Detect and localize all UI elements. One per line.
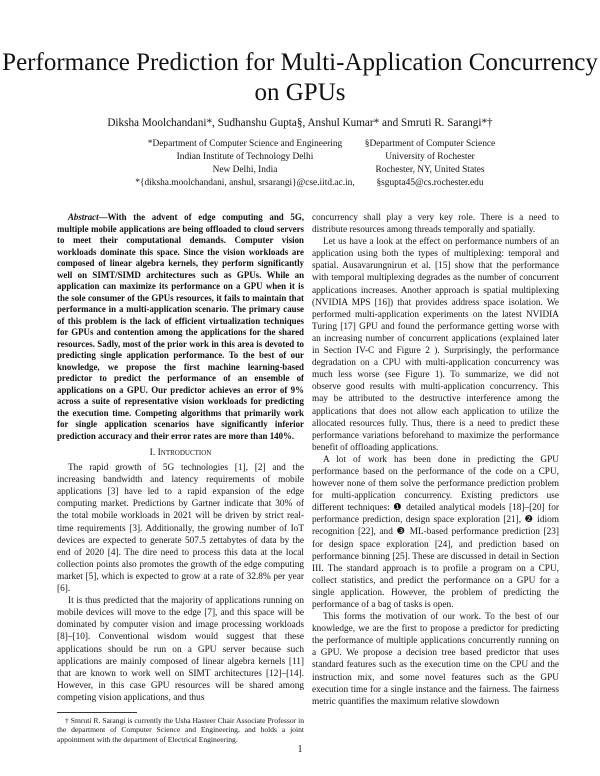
body-paragraph: A lot of work has been done in predicting the GPU performance based on the performance of the code on a CPU, however none of them solve the performance prediction problem for multi-application concurrency. Existing predictors use different techniques: ❶ detailed analytical models [18]–[20] for performance prediction, design space exploration [21], ❷ idiom recognition [22], and ❸ ML-based performance prediction [23] for design space exploration [24], and prediction based on performance binning [25]. These are discussed in detail in Section III. The standard approach is to profile a program on a CPU, collect statistics, and predict the performance on a GPU for a single application. However, the problem of predicting the performance of a bag of tasks is open. bbox=[312, 454, 559, 610]
intro-paragraph: The rapid growth of 5G technologies [1], [2] and the increasing bandwidth and latency requirements of mobile applications [3] have led to a rapid expansion of the edge computing market. Predictions by Gartner indicate that 30% of the total mobile workloads in 2021 will be driven by strict real-time requirements [3]. Additionally, the growing number of IoT devices are expected to generate 507.5 zettabytes of data by the end of 2020 [4]. The dire need to process this data at the local collection points also promotes the growth of the edge computing market [5], which is expected to grow at a rate of 32.8% per year [6]. bbox=[57, 463, 304, 595]
abstract bbox=[57, 212, 304, 442]
page-number: 1 bbox=[297, 744, 303, 755]
affiliation-right-line: §Department of Computer Science bbox=[364, 139, 496, 149]
body-paragraph: Let us have a look at the effect on performance numbers of an application using both the types of multiplexing: temporal and spatial. Ausavarungnirun et al. [15] show that the performance with temporal multiplexing degrades as the number of concurrent applications increases. Another approach is spatial multiplexing (NVIDIA MPS [16]) that provides address space isolation. We performed multi-application experiments on the latest NVIDIA Turing [17] GPU and found the performance getting worse with an increasing number of concurrent applications (explained later in Section IV-C and Figure 2 ). Surprisingly, the performance degradation on a CPU with multi-application concurrency was much less worse (see Figure 1). To summarize, we did not observe good results with multi-application concurrency. This may be attributed to the destructive interference among the applications that does not allow each application to utilize the allocated resources fully. Thus, there is a need to predict these performance variations beforehand to maximize the performance benefit of offloading applications. bbox=[312, 237, 559, 453]
affiliation-right-line: University of Rochester bbox=[385, 152, 475, 162]
footnote: † Smruti R. Sarangi is currently the Usha Hasteer Chair Associate Professor in the department of Computer Science and Engineering, and holds a joint appointment with the department of Electrical Engineering. bbox=[57, 715, 304, 744]
author-list: Diksha Moolchandani*, Sudhanshu Gupta§, Anshul Kumar* and Smruti R. Sarangi*† bbox=[107, 117, 493, 129]
body-paragraph: concurrency shall play a very key role. There is a need to distribute resources among threads temporally and spatially. bbox=[312, 213, 559, 236]
affiliation-left-line: Indian Institute of Technology Delhi bbox=[176, 152, 314, 162]
affiliation-left-line: New Delhi, India bbox=[212, 165, 278, 175]
abstract-lead: Abstract bbox=[68, 212, 99, 222]
paper-title: Performance Prediction for Multi-Application Concurrency on GPUs bbox=[2, 49, 598, 106]
affiliation-left bbox=[120, 138, 370, 190]
left-column bbox=[57, 212, 304, 744]
affiliation-left-email: *{diksha.moolchandani, anshul, srsarangi}@cse.iitd.ac.in, bbox=[135, 178, 355, 188]
intro-paragraph: It is thus predicted that the majority of applications running on mobile devices will move to the edge [7], and this space will be dominated by computer vision and image processing workloads [8]–[10]. Conventional wisdom would suggest that these applications should be run on a GPU server because such applications are mainly composed of linear algebra kernels [11] that are known to work well on SIMT architectures [12]–[14]. However, in this case GPU resources will be shared among competing vision applications, and thus bbox=[57, 596, 304, 703]
affiliation-right-email: §sgupta45@cs.rochester.edu bbox=[376, 178, 484, 188]
abstract-text: —With the advent of edge computing and 5G, multiple mobile applications are being offloaded to cloud servers to meet their computational demands. Computer vision workloads dominate this space. Since the vision workloads are composed of linear algebra kernels, they perform significantly well on SIMT/SIMD architectures such as GPUs. While an application can maximize its performance on a GPU when it is the sole consumer of the GPUs resources, it fails to maintain that performance in a multi-application scenario. The primary cause of this problem is the lack of efficient virtualization techniques for GPUs and contention among the applications for the shared resources. Sadly, most of the prior work in this area is devoted to predicting single application performance. To the best of our knowledge, we propose the first machine learning-based predictor to predict the performance of an ensemble of applications on a GPU. Our predictor achieves an error of 9% across a suite of representative vision workloads for predicting the execution time. Competing algorithms that primarily work for single application scenarios have significantly inferior prediction accuracy and their error rates are more than 140%. bbox=[57, 212, 304, 441]
body-paragraph: This forms the motivation of our work. To the best of our knowledge, we are the first to propose a predictor for predicting the performance of multiple applications concurrently running on a GPU. We propose a decision tree based predictor that uses standard features such as the execution time on the CPU and the instruction mix, and some novel features such as the GPU execution time for a single instance and the fairness. The fairness metric quantifies the maximum relative slowdown bbox=[312, 612, 559, 707]
right-column bbox=[312, 212, 559, 708]
affiliation-right-line: Rochester, NY, United States bbox=[375, 165, 485, 175]
footnote-divider bbox=[57, 712, 137, 713]
affiliation-left-line: *Department of Computer Science and Engineering bbox=[147, 139, 343, 149]
section-heading-introduction: I. Introduction bbox=[149, 447, 212, 458]
affiliation-right bbox=[340, 138, 520, 190]
